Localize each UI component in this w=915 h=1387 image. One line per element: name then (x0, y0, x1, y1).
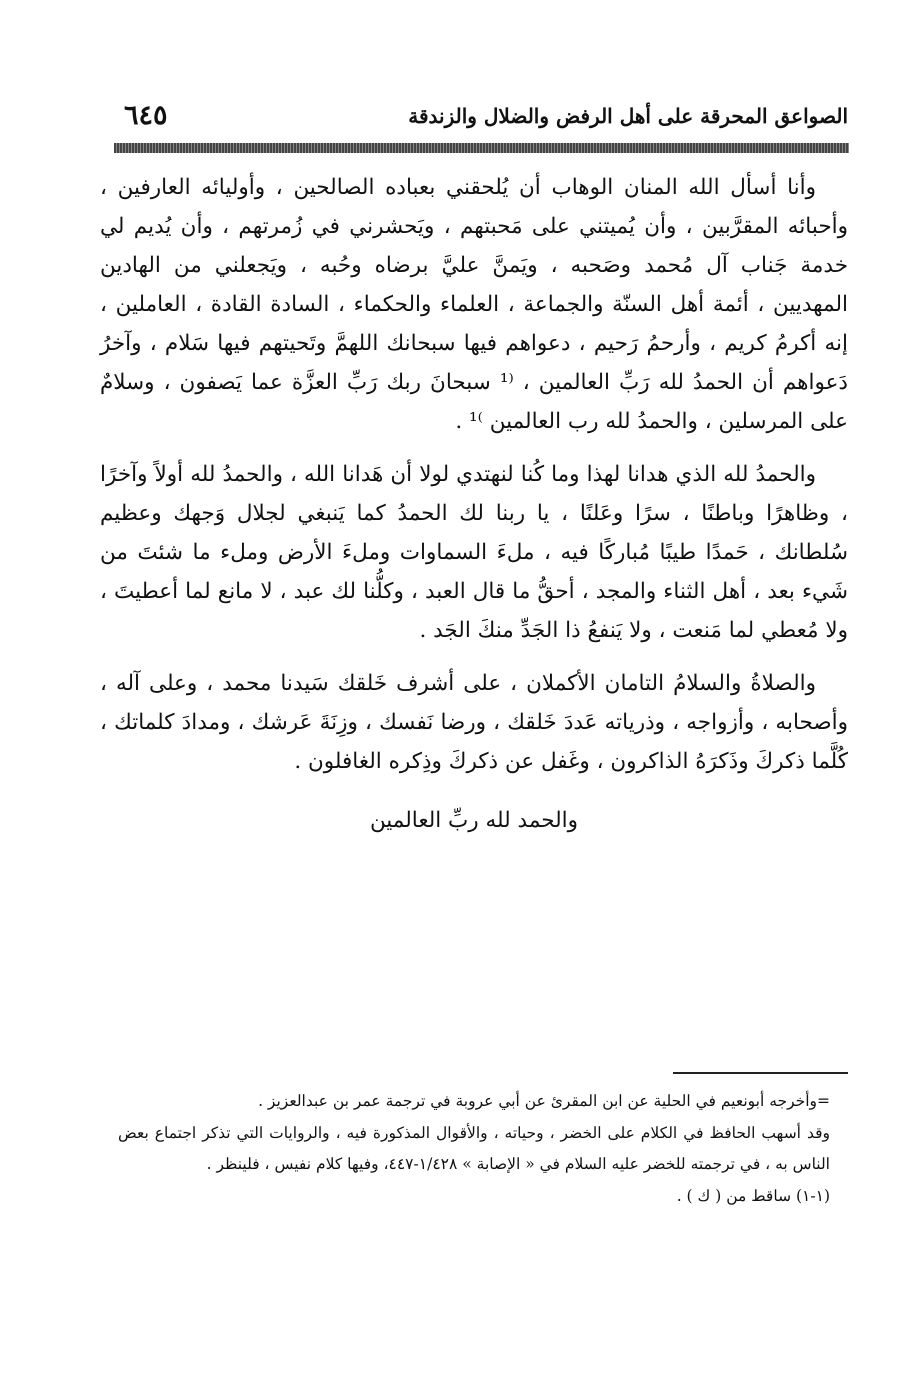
paragraph-supplication: وأنا أسأل الله المنان الوهاب أن يُلحقني بعباده الصالحين ، وأوليائه العارفين ، وأحبائه المقرَّبين ، وأن يُميتني على مَحبتهم ، ويَحشرني في زُمرتهم ، وأن يُديم لي خدمة جَناب آل مُحمد وصَحبه ، ويَمنَّ عليَّ برضاه وحُبه ، ويَجعلني من الهادين المهديين ، أئمة أهل السنّة والجماعة ، العلماء والحكماء ، السادة القادة ، العاملين ، إنه أكرمُ كريم ، وأرحمُ رَحيم ، دعواهم فيها سبحانك اللهمَّ وتَحيتهم فيها سَلام ، وآخرُ دَعواهم أن الحمدُ لله رَبِّ العالمين ، ⁽¹ سبحانَ ربك رَبِّ العزَّة عما يَصفون ، وسلامٌ على المرسلين ، والحمدُ لله رب العالمين ⁾¹ . (100, 175, 848, 434)
page-header (118, 98, 848, 134)
footnote-continuation: =وأخرجه أبونعيم في الحلية عن ابن المقرئ عن أبي عروبة في ترجمة عمر بن عبدالعزيز . (258, 1092, 830, 1110)
paragraph-praise: والحمدُ لله الذي هدانا لهذا وما كُنا لنهتدي لولا أن هَدانا الله ، والحمدُ لله أولاً وآخرًا ، وظاهرًا وباطنًا ، سرًا وعَلنًا ، يا ربنا لك الحمدُ كما يَنبغي لجلال وَجهك وعظيم سُلطانك ، حَمدًا طيبًا مُباركًا فيه ، ملءَ السماوات وملءَ الأرض وملء ما شئتَ من شَيء بعد ، أهل الثناء والمجد ، أحقُّ ما قال العبد ، وكلُّنا لك عبد ، لا مانع لما أعطيتَ ، ولا مُعطي لما مَنعت ، ولا يَنفعُ ذا الجَدِّ منكَ الجَد . (100, 462, 848, 643)
footnote-omission: (١-١) ساقط من ( ك ) . (676, 1186, 830, 1205)
footnotes (118, 1086, 830, 1212)
paragraph-salutation: والصلاةُ والسلامُ التامان الأكملان ، على أشرف خَلقك سَيدنا محمد ، وعلى آله ، وأصحابه ، وأزواجه ، وذرياته عَددَ خَلقك ، ورضا نَفسك ، وزِنَةَ عَرشك ، ومدادَ كلماتك ، كُلَّما ذكركَ وذَكرَهُ الذاكرون ، وغَفل عن ذكركَ وذِكره الغافلون . (100, 671, 848, 774)
main-text (100, 168, 848, 840)
running-title: الصواعق المحرقة على أهل الرفض والضلال والزندقة (408, 104, 848, 128)
page-number: ٦٤٥ (124, 100, 168, 131)
footnote-rule (673, 1072, 848, 1074)
header-rule (114, 143, 849, 153)
closing-line: والحمد لله ربِّ العالمين (369, 808, 579, 833)
footnote-khidr-note: وقد أسهب الحافظ في الكلام على الخضر ، وحياته ، والأقوال المذكورة فيه ، والروايات التي تذكر اجتماع بعض الناس به ، في ترجمته للخضر عليه السلام في « الإصابة » ١/٤٢٨-٤٤٧، وفيها كلام نفيس ، فلينظر . (118, 1123, 830, 1173)
